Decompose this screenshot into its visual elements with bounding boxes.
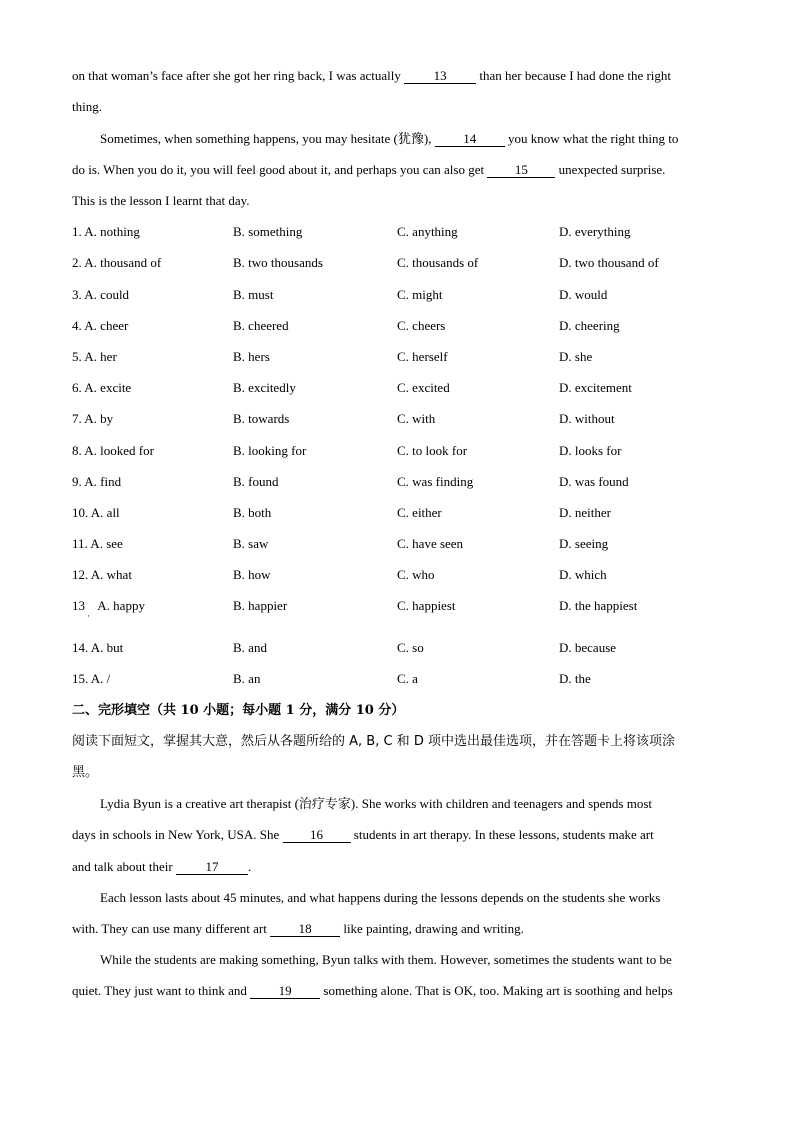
option-c: C. thousands of — [397, 255, 479, 270]
question-14 — [72, 640, 722, 656]
option-c: C. herself — [397, 349, 448, 364]
question-10 — [72, 505, 722, 521]
question-3 — [72, 287, 722, 303]
text: do is. When you do it, you will feel good about it, and perhaps you can also get — [72, 162, 488, 177]
text: . — [247, 859, 252, 874]
text: on that woman’s face after she got her ring back, I was actually — [72, 68, 405, 83]
passage1-line-3 — [100, 131, 722, 147]
option-c: C. to look for — [397, 443, 468, 458]
option-b: B. both — [233, 505, 272, 520]
option-c: C. either — [397, 505, 442, 520]
option-c: C. have seen — [397, 536, 464, 551]
option-d: D. was found — [559, 474, 629, 489]
question-12 — [72, 567, 722, 583]
blank-18: 18 — [270, 922, 340, 937]
blank-13: 13 — [404, 69, 476, 84]
option-d: D. neither — [559, 505, 611, 520]
option-b: B. happier — [233, 598, 288, 613]
option-a: 4. A. cheer — [72, 318, 129, 333]
option-a: 11. A. see — [72, 536, 123, 551]
question-15 — [72, 671, 722, 687]
option-b: B. and — [233, 640, 267, 655]
option-d: D. she — [559, 349, 593, 364]
option-c: C. with — [397, 411, 436, 426]
question-4 — [72, 318, 722, 334]
question-6 — [72, 380, 722, 396]
question-11 — [72, 536, 722, 552]
text: students in art therapy. In these lessons, students make art — [350, 827, 654, 842]
option-d: D. without — [559, 411, 615, 426]
option-a: 9. A. find — [72, 474, 122, 489]
passage2-line-5 — [72, 921, 722, 937]
question-13-dot-mark: · — [87, 611, 90, 621]
option-b: B. cheered — [233, 318, 289, 333]
blank-17: 17 — [176, 860, 248, 875]
text: something alone. That is OK, too. Making art is soothing and helps — [320, 983, 673, 998]
passage2-line-7 — [72, 983, 722, 999]
text: and talk about their — [72, 859, 176, 874]
option-a: 5. A. her — [72, 349, 117, 364]
option-d: D. looks for — [559, 443, 622, 458]
blank-14: 14 — [435, 132, 505, 147]
question-2 — [72, 255, 722, 271]
text: days in schools in New York, USA. She — [72, 827, 283, 842]
option-b: B. an — [233, 671, 261, 686]
option-d: D. seeing — [559, 536, 609, 551]
option-b: B. excitedly — [233, 380, 296, 395]
option-b: B. looking for — [233, 443, 307, 458]
option-b: B. hers — [233, 349, 270, 364]
option-a: 15. A. / — [72, 671, 111, 686]
option-a: 13 A. happy — [72, 598, 145, 613]
blank-15: 15 — [487, 163, 555, 178]
passage2-line-3 — [72, 859, 722, 875]
option-a: 2. A. thousand of — [72, 255, 162, 270]
option-a: 14. A. but — [72, 640, 124, 655]
question-9 — [72, 474, 722, 490]
blank-19: 19 — [250, 984, 320, 999]
section-heading: 二、完形填空（共 10 小题；每小题 1 分，满分 10 分） — [72, 703, 405, 718]
option-a: 8. A. looked for — [72, 443, 154, 458]
passage1-line-4 — [72, 162, 722, 178]
option-d: D. two thousand of — [559, 255, 659, 270]
option-c: C. who — [397, 567, 435, 582]
option-c: C. so — [397, 640, 424, 655]
passage1-line-2: thing. — [72, 99, 102, 114]
instructions-line-1: 阅读下面短文，掌握其大意，然后从各题所给的 A, B, C 和 D 项中选出最佳选项，并在答题卡上将该项涂 — [72, 734, 675, 749]
question-13 — [72, 598, 722, 621]
option-c: C. cheers — [397, 318, 446, 333]
option-d: D. excitement — [559, 380, 632, 395]
passage2-line-2 — [72, 827, 722, 843]
text: Sometimes, when something happens, you may hesitate (犹豫), — [100, 131, 435, 146]
option-a: 12. A. what — [72, 567, 132, 582]
option-d: D. the happiest — [559, 598, 638, 613]
question-8 — [72, 443, 722, 459]
option-b: B. two thousands — [233, 255, 323, 270]
option-c: C. excited — [397, 380, 450, 395]
option-c: C. might — [397, 287, 443, 302]
option-c: C. happiest — [397, 598, 456, 613]
option-d: D. the — [559, 671, 591, 686]
option-b: B. found — [233, 474, 279, 489]
option-a: 10. A. all — [72, 505, 120, 520]
text: than her because I had done the right — [476, 68, 672, 83]
passage1-line-5: This is the lesson I learnt that day. — [72, 193, 250, 208]
option-d: D. would — [559, 287, 608, 302]
instructions-line-2: 黑。 — [72, 765, 99, 780]
option-b: B. must — [233, 287, 274, 302]
option-b: B. saw — [233, 536, 269, 551]
text: quiet. They just want to think and — [72, 983, 251, 998]
option-d: D. cheering — [559, 318, 620, 333]
question-7 — [72, 411, 722, 427]
option-a: 7. A. by — [72, 411, 114, 426]
option-d: D. everything — [559, 224, 631, 239]
option-d: D. which — [559, 567, 607, 582]
option-a: 3. A. could — [72, 287, 130, 302]
option-c: C. anything — [397, 224, 458, 239]
question-1 — [72, 224, 722, 240]
question-5 — [72, 349, 722, 365]
option-d: D. because — [559, 640, 617, 655]
option-c: C. was finding — [397, 474, 474, 489]
passage2-line-1: Lydia Byun is a creative art therapist (治疗专家). She works with children and teenagers and spends most — [100, 796, 653, 811]
text: you know what the right thing to — [504, 131, 679, 146]
option-b: B. towards — [233, 411, 290, 426]
blank-16: 16 — [283, 828, 351, 843]
text: like painting, drawing and writing. — [340, 921, 524, 936]
option-a: 1. A. nothing — [72, 224, 140, 239]
passage2-line-4: Each lesson lasts about 45 minutes, and what happens during the lessons depends on the students she works — [100, 890, 661, 905]
passage1-line-1 — [72, 68, 722, 84]
text: with. They can use many different art — [72, 921, 271, 936]
option-b: B. something — [233, 224, 303, 239]
passage2-line-6: While the students are making something, Byun talks with them. However, sometimes the students want to be — [100, 952, 672, 967]
option-b: B. how — [233, 567, 271, 582]
text: unexpected surprise. — [555, 162, 666, 177]
option-c: C. a — [397, 671, 418, 686]
option-a: 6. A. excite — [72, 380, 132, 395]
